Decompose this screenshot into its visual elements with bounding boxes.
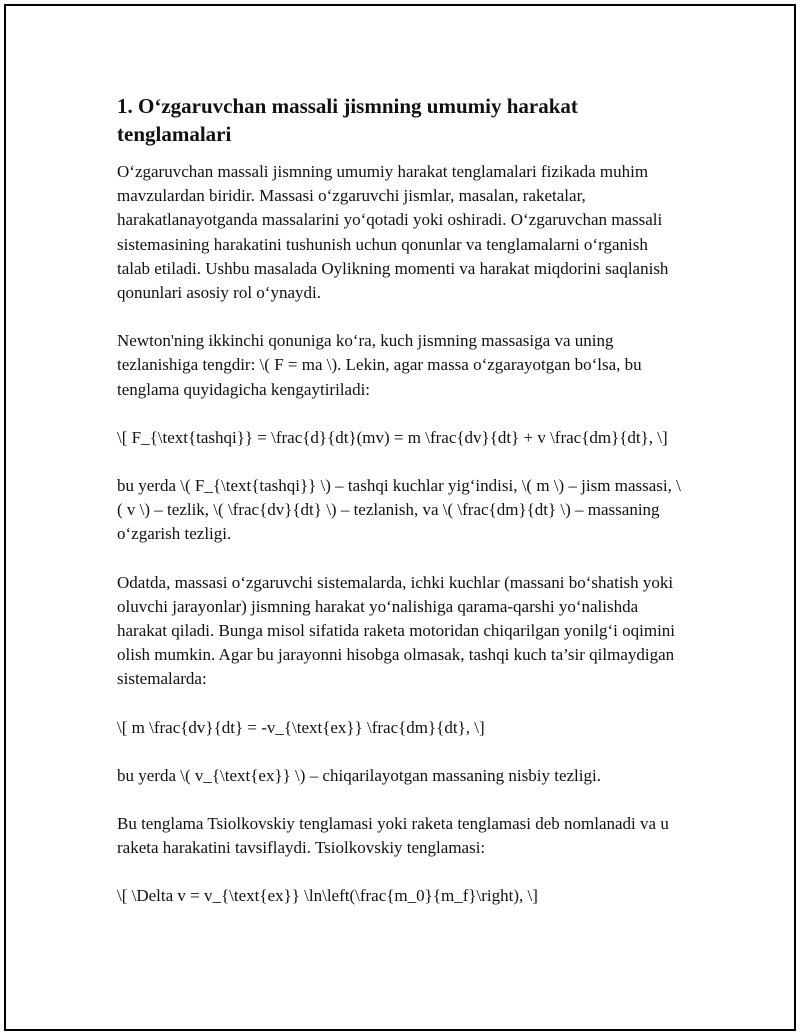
equation-tsiolkovsky: \[ \Delta v = v_{\text{ex}} \ln\left(\frac{m_0}{m_f}\right), \] (117, 886, 538, 906)
paragraph-exhaust-velocity: bu yerda \( v_{\text{ex}} \) – chiqarilayotgan massaning nisbiy tezligi. (117, 765, 601, 785)
equation-external-force: \[ F_{\text{tashqi}} = \frac{d}{dt}(mv) = m \frac{dv}{dt} + v \frac{dm}{dt}, \] (117, 427, 668, 447)
paragraph-intro: O‘zgaruvchan massali jismning umumiy harakat tenglamalari fizikada muhim mavzulardan biridir. Massasi o‘zgaruvchi jismlar, masalan, raketalar, harakatlanayotganda massalarini yo‘qotadi yoki oshiradi. O‘zgaruvchan massali sistemasining harakatini tushunish uchun qonunlar va tenglamalarni o‘rganish talab etiladi. Ushbu masalada Oylikning momenti va harakat miqdorini saqlanish qonunlari asosiy rol o‘ynaydi. (117, 162, 669, 303)
paragraph-tsiolkovsky: Bu tenglama Tsiolkovskiy tenglamasi yoki raketa tenglamasi deb nomlanadi va u raketa harakatini tavsiflaydi. Tsiolkovskiy tenglamasi: (117, 814, 669, 858)
document-body (117, 92, 683, 933)
paragraph-internal-forces: Odatda, massasi o‘zgaruvchi sistemalarda, ichki kuchlar (massani bo‘shatish yoki oluvchi jarayonlar) jismning harakat yo‘nalishiga qarama-qarshi yo‘nalishda harakat qiladi. Bunga misol sifatida raketa motoridan chiqarilgan yonilg‘i oqimini olish mumkin. Agar bu jarayonni hisobga olmasak, tashqi kuch ta’sir qilmaydigan sistemalarda: (117, 572, 676, 689)
paragraph-newton: Newton'ning ikkinchi qonuniga ko‘ra, kuch jismning massasiga va uning tezlanishiga tengdir: \( F = ma \). Lekin, agar massa o‘zgarayotgan bo‘lsa, bu tenglama quyidagicha kengaytiriladi: (117, 331, 642, 399)
paragraph-definitions: bu yerda \( F_{\text{tashqi}} \) – tashqi kuchlar yig‘indisi, \( m \) – jism massasi, \( v \) – tezlik, \( \frac{dv}{dt} \) – tezlanish, va \( \frac{dm}{dt} \) – massaning o‘zgarish tezligi. (117, 476, 681, 544)
section-heading: 1. O‘zgaruvchan massali jismning umumiy harakat tenglamalari (117, 94, 578, 146)
equation-no-external-force: \[ m \frac{dv}{dt} = -v_{\text{ex}} \frac{dm}{dt}, \] (117, 717, 485, 737)
